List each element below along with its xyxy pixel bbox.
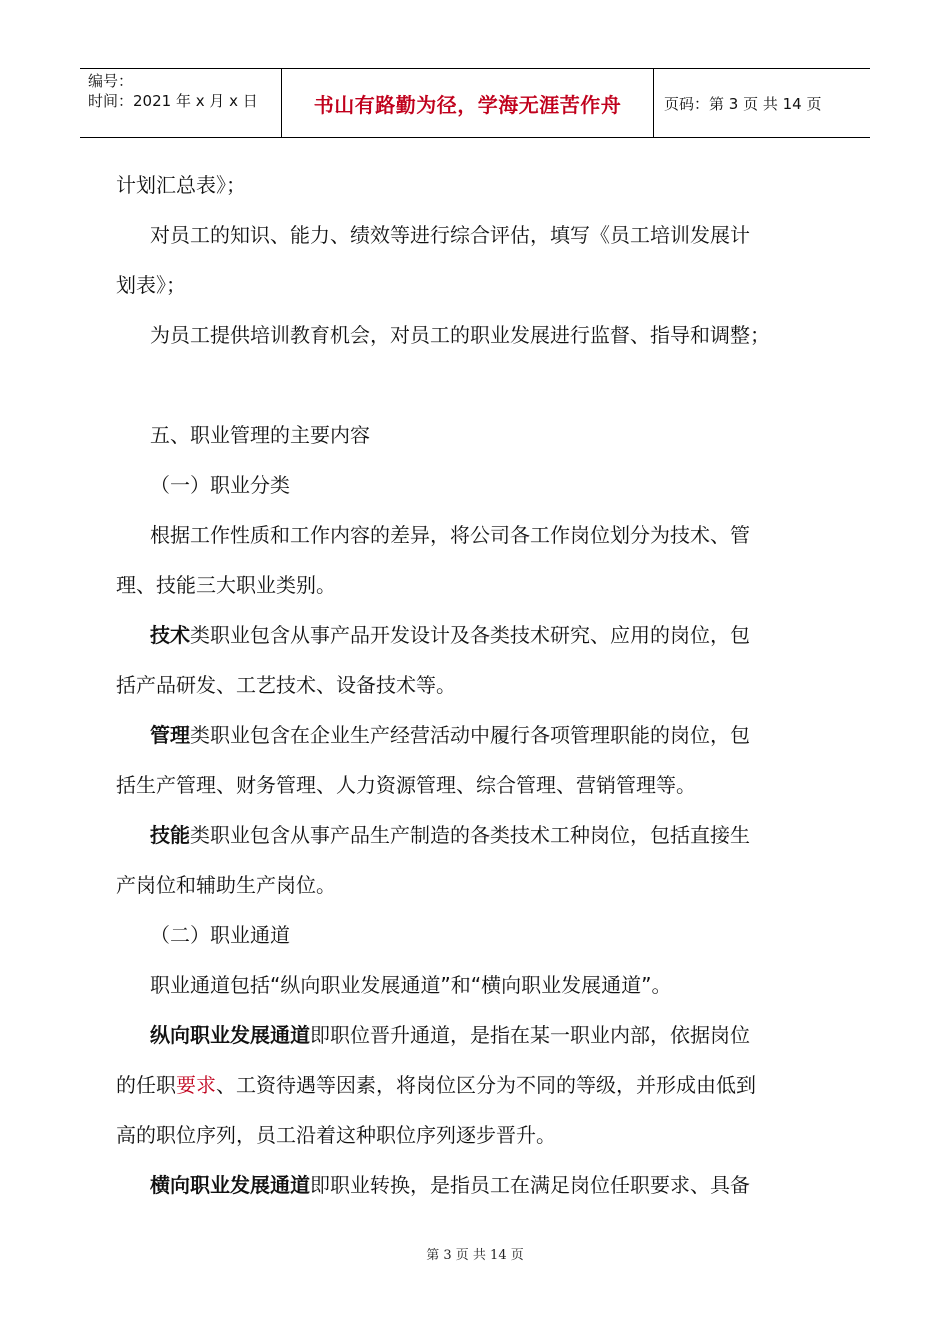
header-page-info: 页码：第 3 页 共 14 页 bbox=[664, 94, 822, 113]
section-heading: 五、职业管理的主要内容 bbox=[150, 423, 370, 447]
text-line: 括生产管理、财务管理、人力资源管理、综合管理、营销管理等。 bbox=[116, 773, 696, 797]
paragraph-skill bbox=[150, 810, 750, 860]
text-line: 理、技能三大职业类别。 bbox=[116, 573, 336, 597]
number-label: 编号： bbox=[88, 72, 134, 90]
text-line: 根据工作性质和工作内容的差异，将公司各工作岗位划分为技术、管 bbox=[150, 523, 750, 547]
text-line: 计划汇总表》； bbox=[116, 173, 246, 197]
subsection-heading: （二）职业通道 bbox=[150, 923, 290, 947]
text-run: 类职业包含在企业生产经营活动中履行各项管理职能的岗位，包 bbox=[190, 723, 750, 747]
page-header bbox=[80, 68, 870, 138]
header-motto: 书山有路勤为径，学海无涯苦作舟 bbox=[282, 69, 654, 137]
text-line: 划表》； bbox=[116, 273, 186, 297]
page-footer: 第 3 页 共 14 页 bbox=[426, 1248, 524, 1263]
paragraph-management bbox=[150, 710, 750, 760]
subsection-heading: （一）职业分类 bbox=[150, 473, 290, 497]
paragraph-vertical bbox=[150, 1010, 750, 1060]
text-line: 职业通道包括“纵向职业发展通道”和“横向职业发展通道”。 bbox=[150, 973, 672, 997]
text-line bbox=[116, 1060, 756, 1110]
term-technical: 技术 bbox=[150, 623, 190, 647]
text-run: 即职业转换，是指员工在满足岗位任职要求、具备 bbox=[310, 1173, 750, 1197]
term-vertical-channel: 纵向职业发展通道 bbox=[150, 1023, 310, 1047]
text-run: 即职位晋升通道，是指在某一职业内部，依据岗位 bbox=[310, 1023, 750, 1047]
term-skill: 技能 bbox=[150, 823, 190, 847]
paragraph-horizontal bbox=[150, 1160, 750, 1210]
highlighted-term: 要求 bbox=[176, 1073, 216, 1097]
time-label: 时间：2021 年 x 月 x 日 bbox=[88, 92, 258, 110]
text-line: 产岗位和辅助生产岗位。 bbox=[116, 873, 336, 897]
header-meta bbox=[80, 69, 282, 137]
text-run: 的任职 bbox=[116, 1073, 176, 1097]
text-run: 、工资待遇等因素，将岗位区分为不同的等级，并形成由低到 bbox=[216, 1073, 756, 1097]
text-run: 类职业包含从事产品开发设计及各类技术研究、应用的岗位，包 bbox=[190, 623, 750, 647]
term-horizontal-channel: 横向职业发展通道 bbox=[150, 1173, 310, 1197]
text-line: 高的职位序列，员工沿着这种职位序列逐步晋升。 bbox=[116, 1123, 556, 1147]
text-line: 为员工提供培训教育机会，对员工的职业发展进行监督、指导和调整； bbox=[150, 323, 770, 347]
text-line: 对员工的知识、能力、绩效等进行综合评估，填写《员工培训发展计 bbox=[150, 223, 750, 247]
paragraph-technical bbox=[150, 610, 750, 660]
term-management: 管理 bbox=[150, 723, 190, 747]
text-line: 括产品研发、工艺技术、设备技术等。 bbox=[116, 673, 456, 697]
text-run: 类职业包含从事产品生产制造的各类技术工种岗位，包括直接生 bbox=[190, 823, 750, 847]
